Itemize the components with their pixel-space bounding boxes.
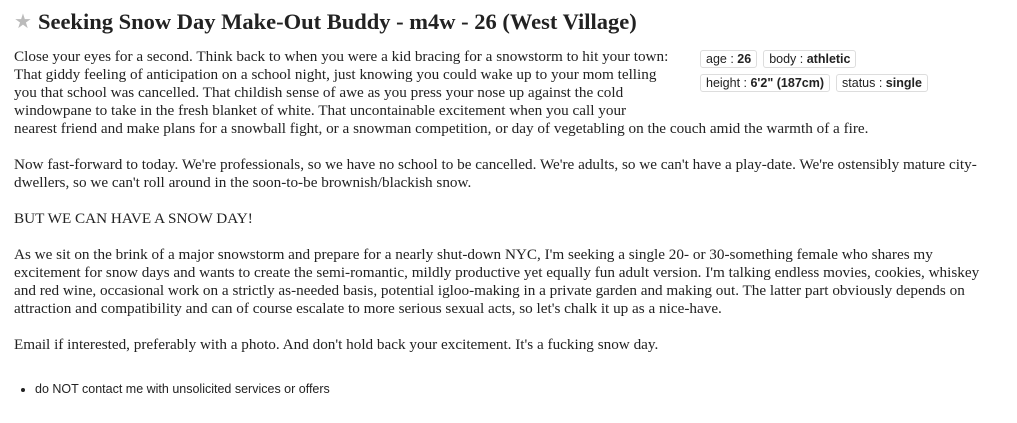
body-paragraph: Email if interested, preferably with a photo. And don't hold back your excitement. It's a fucking snow day. [14,336,659,353]
posting-body [14,48,999,372]
star-icon[interactable]: ★ [14,11,32,33]
body-paragraph: Close your eyes for a second. Think back to when you were a kid bracing for a snowstorm to hit your town: That giddy feeling of anticipation on a school night, just knowing you could wake up to your mom telling you that school was cancelled. That childish sense of awe as you press your nose up against the cold windowpane to take in the fresh blanket of white. That uncontainable excitement when you call your nearest friend and make plans for a snowball fight, or a snowman competition, or day of vegetabling on the couch amid the warmth of a fire. [14,48,869,137]
body-paragraph: BUT WE CAN HAVE A SNOW DAY! [14,210,253,227]
posting-title-row [14,9,637,35]
attr-body: body : athletic [763,50,856,68]
attr-height: height : 6'2" (187cm) [700,74,830,92]
attr-status: status : single [836,74,928,92]
notice-item: • do NOT contact me with unsolicited services or offers [35,381,330,397]
body-paragraph: As we sit on the brink of a major snowstorm and prepare for a nearly shut-down NYC, I'm seeking a single 20- or 30-something female who shares my excitement for snow days and wants to create the semi-romantic, mildly productive yet equally fun adult version. I'm talking endless movies, cookies, whiskey and red wine, occasional work on a strictly as-needed basis, potential igloo-making in a private garden and making out. The latter part obviously depends on attraction and compatibility and can of course escalate to more serious sexual acts, so let's chalk it up as a nice-have. [14,246,980,317]
posting-title: Seeking Snow Day Make-Out Buddy - m4w - 26 (West Village) [37,9,637,34]
attr-age: age : 26 [700,50,757,68]
notices-list [19,381,330,397]
body-paragraph: Now fast-forward to today. We're professionals, so we have no school to be cancelled. We're adults, so we can't have a play-date. We're ostensibly mature city-dwellers, so we can't roll around in the soon-to-be brownish/blackish snow. [14,156,977,191]
